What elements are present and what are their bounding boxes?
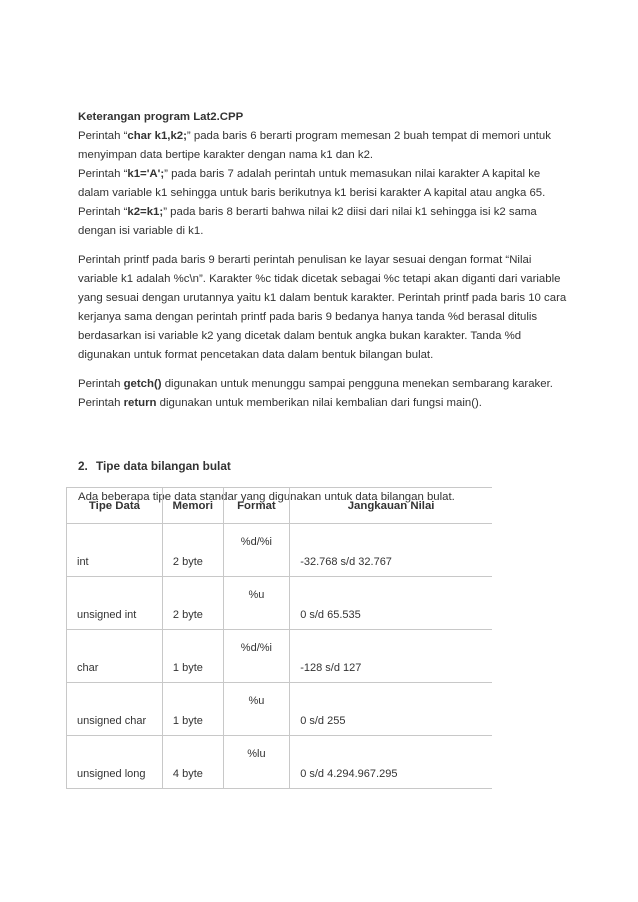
cell-format: %lu	[247, 748, 266, 760]
table-row	[67, 630, 493, 683]
paragraph-printf: Perintah printf pada baris 9 berarti perintah penulisan ke layar sesuai dengan format “Nilai variable k1 adalah %c\n”. Karakter %c tidak dicetak sebagai %c tetapi akan diganti dari variable yang sesuai dengan urutannya yaitu k1 dalam bentuk karakter. Perintah printf pada baris 10 cara kerjanya sama dengan perintah printf pada baris 9 bedanya hanya tanda %d berasal ditulis berdasarkan isi variable k2 yang dicetak dalam bentuk angka bukan karakter. Tanda %d digunakan untuk format pencetakan data dalam bentuk bilangan bulat.	[78, 254, 567, 361]
header-data-type: Tipe Data	[67, 488, 163, 524]
paragraph-return: Perintah return digunakan untuk memberikan nilai kembalian dari fungsi main().	[78, 397, 482, 409]
cell-range: 0 s/d 65.535	[300, 609, 361, 621]
cell-type: unsigned long	[77, 768, 146, 780]
cell-memory: 1 byte	[172, 715, 203, 727]
cell-range: 0 s/d 4.294.967.295	[300, 768, 398, 780]
paragraph-char-declaration: Perintah “char k1,k2;” pada baris 6 berarti program memesan 2 buah tempat di memori untuk menyimpan data bertipe karakter dengan nama k1 dan k2.	[78, 130, 551, 161]
table-row	[67, 524, 493, 577]
table-row	[67, 577, 493, 630]
paragraph-k2-assignment: Perintah “k2=k1;” pada baris 8 berarti bahwa nilai k2 diisi dari nilai k1 sehingga isi k2 sama dengan isi variable di k1.	[78, 206, 537, 237]
cell-memory: 4 byte	[172, 768, 203, 780]
integer-types-table	[66, 487, 492, 789]
cell-range: -32.768 s/d 32.767	[300, 556, 392, 568]
cell-format: %d/%i	[240, 536, 272, 548]
paragraph-getch: Perintah getch() digunakan untuk menunggu sampai pengguna menekan sembarang karaker.	[78, 378, 553, 390]
table-row	[67, 683, 493, 736]
paragraph-k1-assignment: Perintah “k1='A';” pada baris 7 adalah perintah untuk memasukan nilai karakter A kapital ke dalam variable k1 sehingga untuk baris berikutnya k1 berisi karakter A kapital atau angka 65.	[78, 168, 546, 199]
cell-type: unsigned int	[77, 609, 137, 621]
table-row	[67, 736, 493, 789]
cell-range: -128 s/d 127	[300, 662, 362, 674]
section-heading-integer-types: 2. Tipe data bilangan bulat	[78, 459, 231, 473]
cell-range: 0 s/d 255	[300, 715, 346, 727]
cell-type: int	[77, 556, 89, 568]
header-range: Jangkauan Nilai	[290, 488, 492, 524]
cell-memory: 1 byte	[172, 662, 203, 674]
cell-memory: 2 byte	[172, 556, 203, 568]
section-intro: Ada beberapa tipe data standar yang digunakan untuk data bilangan bulat.	[78, 491, 455, 503]
table-header-row	[67, 488, 493, 524]
header-format: Format	[223, 488, 290, 524]
cell-format: %u	[248, 589, 265, 601]
header-memory: Memori	[162, 488, 223, 524]
document-body	[78, 108, 568, 507]
cell-memory: 2 byte	[172, 609, 203, 621]
cell-format: %u	[248, 695, 265, 707]
section-title: Keterangan program Lat2.CPP	[78, 111, 244, 123]
cell-type: unsigned char	[77, 715, 147, 727]
cell-format: %d/%i	[240, 642, 272, 654]
cell-type: char	[77, 662, 99, 674]
